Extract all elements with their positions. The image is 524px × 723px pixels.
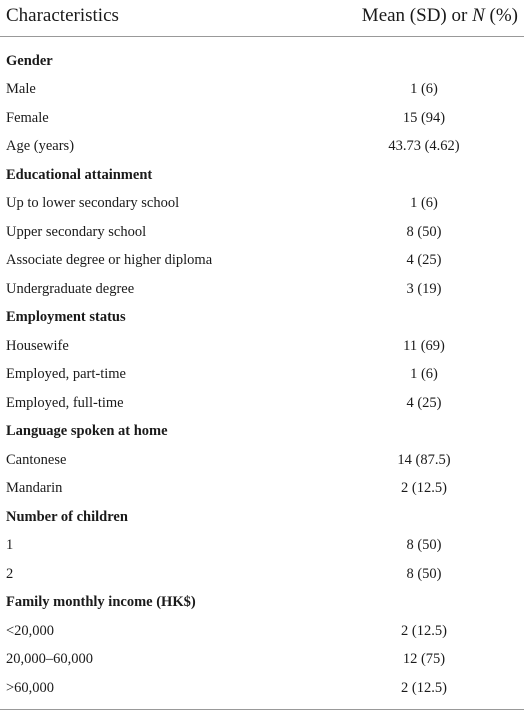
row-value: 2 (12.5) [401, 480, 447, 497]
section-row [0, 304, 524, 333]
table-body [0, 37, 524, 703]
table-row [0, 275, 524, 304]
row-label: Undergraduate degree [6, 280, 135, 297]
table-row [0, 446, 524, 475]
row-label: Employed, full-time [6, 394, 124, 411]
row-value: 8 (50) [406, 537, 442, 554]
row-value: 8 (50) [406, 223, 442, 240]
section-row [0, 161, 524, 190]
row-value: 8 (50) [406, 565, 442, 582]
row-label: 2 [6, 565, 14, 582]
header-mean-prefix: Mean (SD) or [361, 5, 473, 26]
table-row [0, 332, 524, 361]
table-row [0, 190, 524, 219]
section-row [0, 503, 524, 532]
row-value: 4 (25) [406, 394, 442, 411]
section-row [0, 589, 524, 618]
header-mean [362, 5, 518, 27]
table-row [0, 247, 524, 276]
header-mean-n: N [472, 5, 485, 26]
table-row [0, 560, 524, 589]
section-label: Number of children [6, 508, 128, 525]
row-value: 2 (12.5) [401, 679, 447, 696]
row-value: 1 (6) [410, 366, 438, 383]
header-mean-suffix: (%) [484, 5, 518, 26]
row-label: Male [6, 81, 36, 98]
table-row [0, 674, 524, 703]
section-label: Educational attainment [6, 166, 153, 183]
table-row [0, 104, 524, 133]
table-row [0, 133, 524, 162]
section-label: Family monthly income (HK$) [6, 594, 196, 611]
row-value: 4 (25) [406, 252, 442, 269]
row-label: >60,000 [6, 679, 55, 696]
section-label: Language spoken at home [6, 423, 168, 440]
row-label: Up to lower secondary school [6, 195, 180, 212]
row-value: 3 (19) [406, 280, 442, 297]
table-header [0, 0, 524, 32]
section-row [0, 418, 524, 447]
table-row [0, 361, 524, 390]
row-label: Cantonese [6, 451, 67, 468]
table-row [0, 617, 524, 646]
row-label: Female [6, 109, 49, 126]
row-label: Associate degree or higher diploma [6, 252, 213, 269]
row-label: 20,000–60,000 [6, 651, 93, 668]
header-characteristics: Characteristics [6, 5, 119, 26]
table-row [0, 646, 524, 675]
row-label: Mandarin [6, 480, 63, 497]
row-value: 43.73 (4.62) [388, 138, 460, 155]
row-value: 1 (6) [410, 81, 438, 98]
table-row [0, 532, 524, 561]
row-value: 15 (94) [402, 109, 446, 126]
table-row [0, 475, 524, 504]
row-label: Employed, part-time [6, 366, 126, 383]
row-value: 2 (12.5) [401, 622, 447, 639]
row-label: Housewife [6, 337, 69, 354]
section-row [0, 47, 524, 76]
row-label: Upper secondary school [6, 223, 147, 240]
row-label: <20,000 [6, 622, 55, 639]
table-row [0, 76, 524, 105]
section-label: Employment status [6, 309, 126, 326]
row-value: 1 (6) [410, 195, 438, 212]
row-label: 1 [6, 537, 14, 554]
row-value: 14 (87.5) [397, 451, 451, 468]
table-row [0, 218, 524, 247]
section-label: Gender [6, 52, 53, 69]
row-label: Age (years) [6, 138, 75, 155]
row-value: 12 (75) [402, 651, 446, 668]
row-value: 11 (69) [403, 337, 445, 354]
table-row [0, 389, 524, 418]
table-bottom-rule [0, 709, 524, 710]
